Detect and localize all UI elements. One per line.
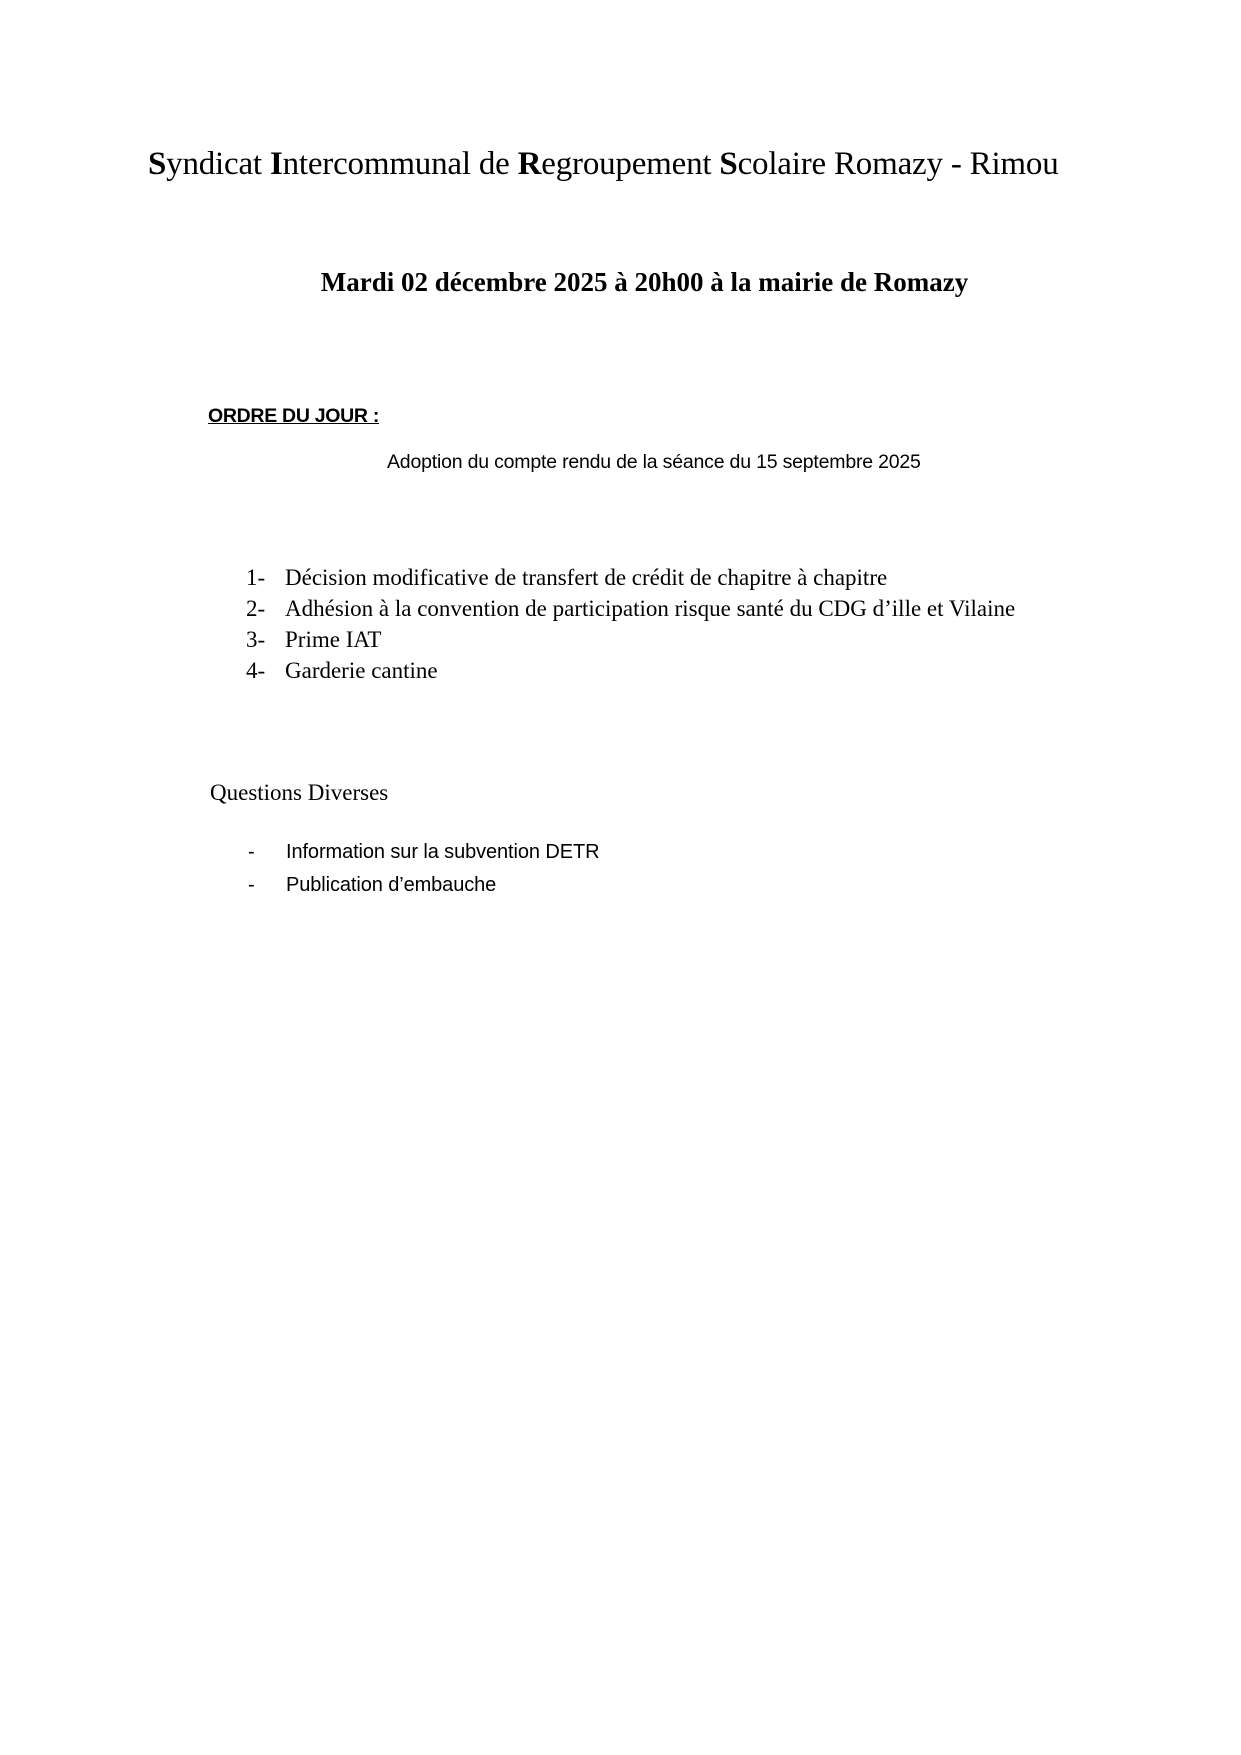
- agenda-item-number: 2-: [246, 596, 266, 621]
- meeting-date-line: Mardi 02 décembre 2025 à 20h00 à la mairie de Romazy: [320, 267, 969, 297]
- agenda-heading: ORDRE DU JOUR :: [208, 405, 380, 427]
- agenda-item: [246, 655, 1015, 686]
- title-part: egroupement: [541, 146, 720, 182]
- title-part: yndicat: [166, 146, 270, 182]
- agenda-item-text: Décision modificative de transfert de crédit de chapitre à chapitre: [285, 565, 888, 590]
- agenda-item-number: 4-: [246, 658, 266, 683]
- agenda-item: [246, 593, 1015, 624]
- agenda-item: [246, 624, 1015, 655]
- title-initial: S: [148, 146, 167, 182]
- misc-item: [248, 836, 599, 869]
- agenda-item-text: Prime IAT: [285, 627, 382, 652]
- agenda-item-number: 3-: [246, 627, 266, 652]
- title-initial: I: [269, 146, 283, 182]
- title-part: ntercommunal de: [282, 146, 518, 182]
- misc-questions-list: [248, 836, 599, 902]
- adoption-line: Adoption du compte rendu de la séance du 15 septembre 2025: [387, 451, 921, 473]
- agenda-item-text: Garderie cantine: [285, 658, 438, 683]
- misc-item-text: Information sur la subvention DETR: [286, 841, 600, 863]
- document-title: [148, 146, 1059, 183]
- misc-item: [248, 869, 599, 902]
- misc-questions-heading: Questions Diverses: [210, 780, 389, 805]
- title-part: colaire Romazy - Rimou: [737, 146, 1059, 182]
- agenda-item: [246, 562, 1015, 593]
- title-initial: S: [719, 146, 738, 182]
- title-initial: R: [517, 146, 542, 182]
- misc-item-bullet: -: [248, 841, 255, 863]
- misc-item-text: Publication d’embauche: [286, 874, 497, 896]
- agenda-list: [246, 562, 1015, 686]
- misc-item-bullet: -: [248, 874, 255, 896]
- agenda-item-number: 1-: [246, 565, 266, 590]
- agenda-item-text: Adhésion à la convention de participation risque santé du CDG d’ille et Vilaine: [285, 596, 1016, 621]
